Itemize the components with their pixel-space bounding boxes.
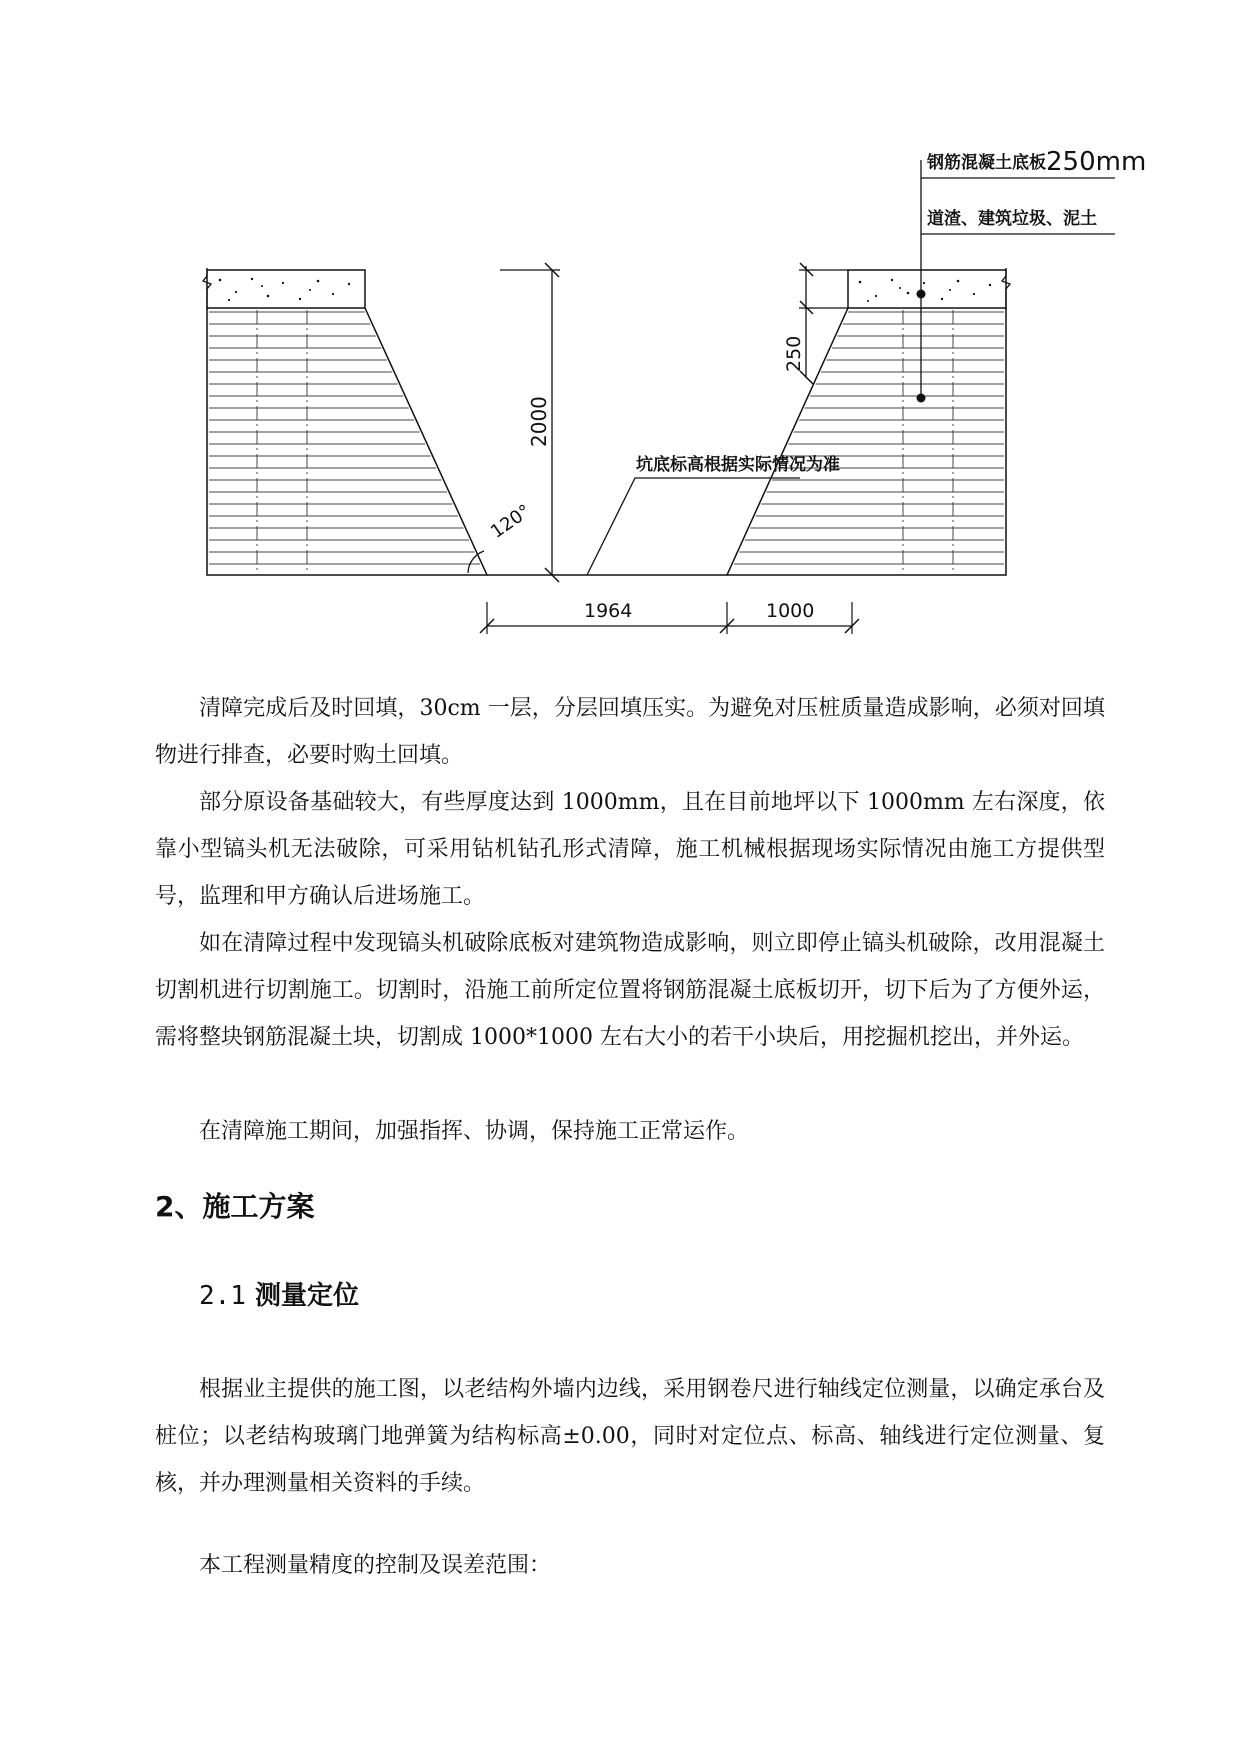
right-concrete-slab	[848, 270, 1006, 308]
depth-dimension-label: 2000	[527, 396, 551, 447]
paragraph-4: 在清障施工期间，加强指挥、协调，保持施工正常运作。	[199, 1119, 750, 1144]
paragraph-2: 部分原设备基础较大，有些厚度达到 1000mm，且在目前地坪以下 1000mm 左右深度，依靠小型镐头机无法破除，可采用钻机钻孔形式清障，施工机械根据现场实际情况由施工方提供型号，监理和甲方确认后进场施工。	[155, 790, 1105, 909]
pit-bottom-label: 坑底标高根据实际情况为准	[636, 455, 840, 475]
slab-label: 钢筋混凝土底板	[927, 153, 1046, 173]
subsection-heading	[199, 1275, 359, 1312]
subsection-number: 2.1	[199, 1281, 246, 1311]
section-heading: 2、施工方案	[155, 1190, 315, 1223]
paragraph-6: 本工程测量精度的控制及误差范围：	[199, 1553, 552, 1578]
slab-dimension-label: 250	[783, 335, 805, 372]
bottom-width-label: 1964	[584, 600, 633, 622]
side-width-label: 1000	[766, 600, 815, 622]
right-break-mark	[1002, 268, 1010, 310]
left-fill-hatching	[209, 310, 480, 573]
right-slab-speckle	[859, 279, 992, 302]
angle-label: 120°	[487, 500, 535, 543]
paragraph-1: 清障完成后及时回填，30cm 一层，分层回填压实。为避免对压桩质量造成影响，必须对回填物进行排查，必要时购土回填。	[155, 696, 1105, 768]
pit-bottom-leader	[587, 478, 800, 575]
leader-dot-slab	[917, 290, 926, 299]
left-concrete-slab	[207, 270, 365, 308]
subsection-title: 测量定位	[255, 1281, 360, 1311]
right-fill-hatching	[734, 310, 1004, 573]
slab-thickness-label: 250mm	[1046, 147, 1147, 177]
left-break-mark	[203, 268, 211, 310]
fill-material-label: 道渣、建筑垃圾、泥土	[927, 209, 1097, 229]
paragraph-5: 根据业主提供的施工图，以老结构外墙内边线，采用钢卷尺进行轴线定位测量，以确定承台及桩位；以老结构玻璃门地弹簧为结构标高±0.00，同时对定位点、标高、轴线进行定位测量、复核，并办理测量相关资料的手续。	[155, 1377, 1105, 1496]
left-slab-speckle	[219, 278, 350, 301]
paragraph-3: 如在清障过程中发现镐头机破除底板对建筑物造成影响，则立即停止镐头机破除，改用混凝土切割机进行切割施工。切割时，沿施工前所定位置将钢筋混凝土底板切开，切下后为了方便外运，需将整块钢筋混凝土块，切割成 1000*1000 左右大小的若干小块后，用挖掘机挖出，并外运。	[155, 931, 1105, 1050]
leader-dot-fill	[917, 394, 926, 403]
excavation-section-drawing	[0, 0, 1241, 660]
